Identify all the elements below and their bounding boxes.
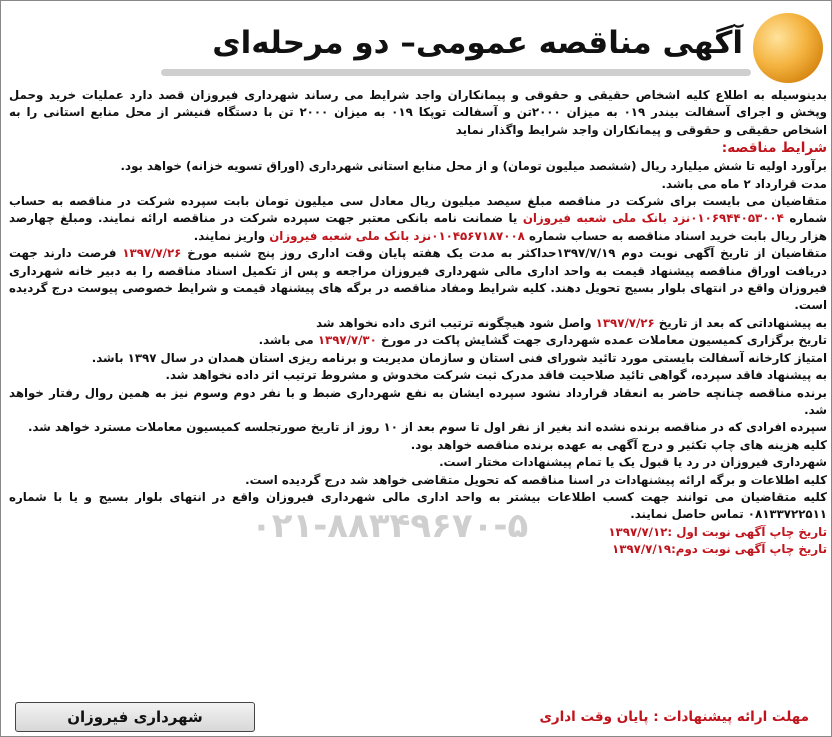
- print-date-first: تاریخ چاپ آگهی نوبت اول :۱۳۹۷/۷/۱۲: [608, 524, 827, 539]
- late-text-a: به پیشنهاداتی که بعد از تاریخ: [658, 315, 827, 330]
- commission-date: ۱۳۹۷/۷/۳۰: [317, 333, 377, 348]
- deposit-account-1: ۰۱۰۶۹۴۴۰۵۳۰۰۴نزد بانک ملی شعبه فیروزان: [522, 211, 784, 226]
- condition-plant-rating: امتیاز کارخانه آسفالت بایستی مورد تائید شورای فنی استان و سازمان مدیریت و برنامه ریزی استان همدان در سال ۱۳۹۷ باشد.: [91, 350, 827, 365]
- signature-box: شهرداری فیروزان: [15, 702, 255, 732]
- submission-text-c: فرصت دارند جهت دریافت اوراق مناقصه پیشنهاد قیمت به واحد اداری مالی شهرداری فیروزان مراجعه و پس از تکمیل اسناد مناقصه را به دبیر خانه شهرداری فیروزان واقع در انتهای بلوار بسیج تحویل دهند. کلیه شرایط ومفاد مناقصه در برگه های پیشنهاد قیمت و شرایط خصوصی پیوست درج گردیده است.: [9, 246, 827, 313]
- title-underline: [161, 69, 751, 76]
- deposit-text-e: واریز نمایند.: [193, 228, 266, 243]
- print-date-second: تاریخ چاپ آگهی نوبت دوم:۱۳۹۷/۷/۱۹: [612, 542, 827, 557]
- intro-paragraph: بدینوسیله به اطلاع کلیه اشخاص حقیقی و حقوقی و پیمانکاران واجد شرایط می رساند شهرداری فیروزان قصد دارد عملیات خرید وحمل وپخش و اجرای آسفالت بیندر ۰۱۹ به میزان ۲۰۰۰تن و آسفالت توپکا ۰۱۹ به میزان ۲۰۰۰ تن با دستگاه فنیشر از محل منابع استانی را به اشخاص حقیقی و حقوقی و پیمانکاران واجد شرایط واگذار نماید: [9, 88, 827, 137]
- notice-title: آگهی مناقصه عمومی– دو مرحله‌ای: [212, 25, 743, 61]
- deposit-text-c: یا ضمانت نامه بانکی معتبر جهت سپرده شرکت در مناقصه ارائه نمایند. ومبلغ چهارصد هزار ریال بابت خرید اسناد مناقصه به حساب شماره: [9, 211, 827, 243]
- condition-duration: مدت قرارداد ۲ ماه می باشد.: [661, 176, 827, 191]
- late-text-c: واصل شود هیچگونه ترتیب اثری داده نخواهد شد: [316, 315, 592, 330]
- condition-costs: کلیه هزینه های چاپ تکثیر و درج آگهی به عهده برنده مناقصه خواهد بود.: [410, 437, 827, 452]
- deposit-text-a: متقاضیان می بایست برای شرکت در مناقصه مبلغ سیصد میلیون ریال معادل سی میلیون تومان بابت سپرده شرکت در مناقصه به حساب شماره: [9, 194, 828, 226]
- commission-text-a: تاریخ برگزاری کمیسیون معاملات عمده شهرداری جهت گشایش پاکت در مورخ: [380, 333, 827, 348]
- submission-text-a: متقاضیان از تاریخ آگهی نوبت دوم ۱۳۹۷/۷/۱۹حداکثر به مدت یک هفته پایان وقت اداری روز پنج شنبه مورخ: [187, 246, 827, 261]
- notice-body: [9, 87, 827, 707]
- condition-commission: [9, 332, 827, 349]
- orange-orb-icon: [753, 13, 823, 83]
- condition-late: [9, 315, 827, 332]
- deadline: مهلت ارائه پیشنهادات : پایان وقت اداری: [539, 709, 809, 725]
- conditions-title: شرایط مناقصه:: [721, 140, 827, 157]
- commission-text-c: می باشد.: [258, 333, 314, 348]
- condition-invalid-bids: به پیشنهاد فاقد سپرده، گواهی تائید صلاحیت فاقد مدرک ثبت شرکت مخدوش و مشروط ترتیب اثر داده نخواهد شد.: [165, 368, 827, 383]
- condition-estimate: برآورد اولیه تا شش میلیارد ریال (ششصد میلیون تومان) و از محل منابع استانی شهرداری (اوراق تسویه خزانه) خواهد بود.: [120, 159, 827, 174]
- deposit-account-2: ۰۱۰۴۵۶۷۱۸۷۰۰۸نزد بانک ملی شعبه فیروزان: [269, 228, 525, 243]
- condition-documents: کلیه اطلاعات و برگه ارائه پیشنهادات در اسنا مناقصه که تحویل متقاضی خواهد شد درج گردیده است.: [245, 472, 827, 487]
- condition-submission: [9, 245, 827, 315]
- submission-date: ۱۳۹۷/۷/۲۶: [122, 246, 182, 261]
- late-date: ۱۳۹۷/۷/۲۶: [595, 315, 655, 330]
- watermark-phone: ۰۲۱-۸۸۳۴۹۶۷۰-۵: [251, 506, 529, 546]
- condition-rights: شهرداری فیروزان در رد یا قبول یک یا تمام پیشنهادات مختار است.: [439, 455, 827, 470]
- condition-contact: کلیه متقاضیان می توانند جهت کسب اطلاعات بیشتر به واحد اداری مالی شهرداری فیروزان واقع در انتهای بلوار بسیج و یا با شماره ۰۸۱۳۳۷۲۲۵۱۱ تماس حاصل نمایند.: [9, 489, 827, 522]
- condition-deposit: [9, 193, 827, 245]
- condition-winner: برنده مناقصه چنانچه حاضر به انعقاد قرارداد نشود سپرده ایشان به نفع شهرداری ضبط و با نفر دوم وسوم نیز به همین روال رفتار خواهد شد.: [9, 385, 827, 417]
- condition-refund: سپرده افرادی که در مناقصه برنده نشده اند بغیر از نفر اول تا سوم بعد از ۱۰ روز از تاریخ صورتجلسه کمیسیون معاملات مسترد خواهد شد.: [28, 420, 827, 435]
- header: [1, 1, 832, 83]
